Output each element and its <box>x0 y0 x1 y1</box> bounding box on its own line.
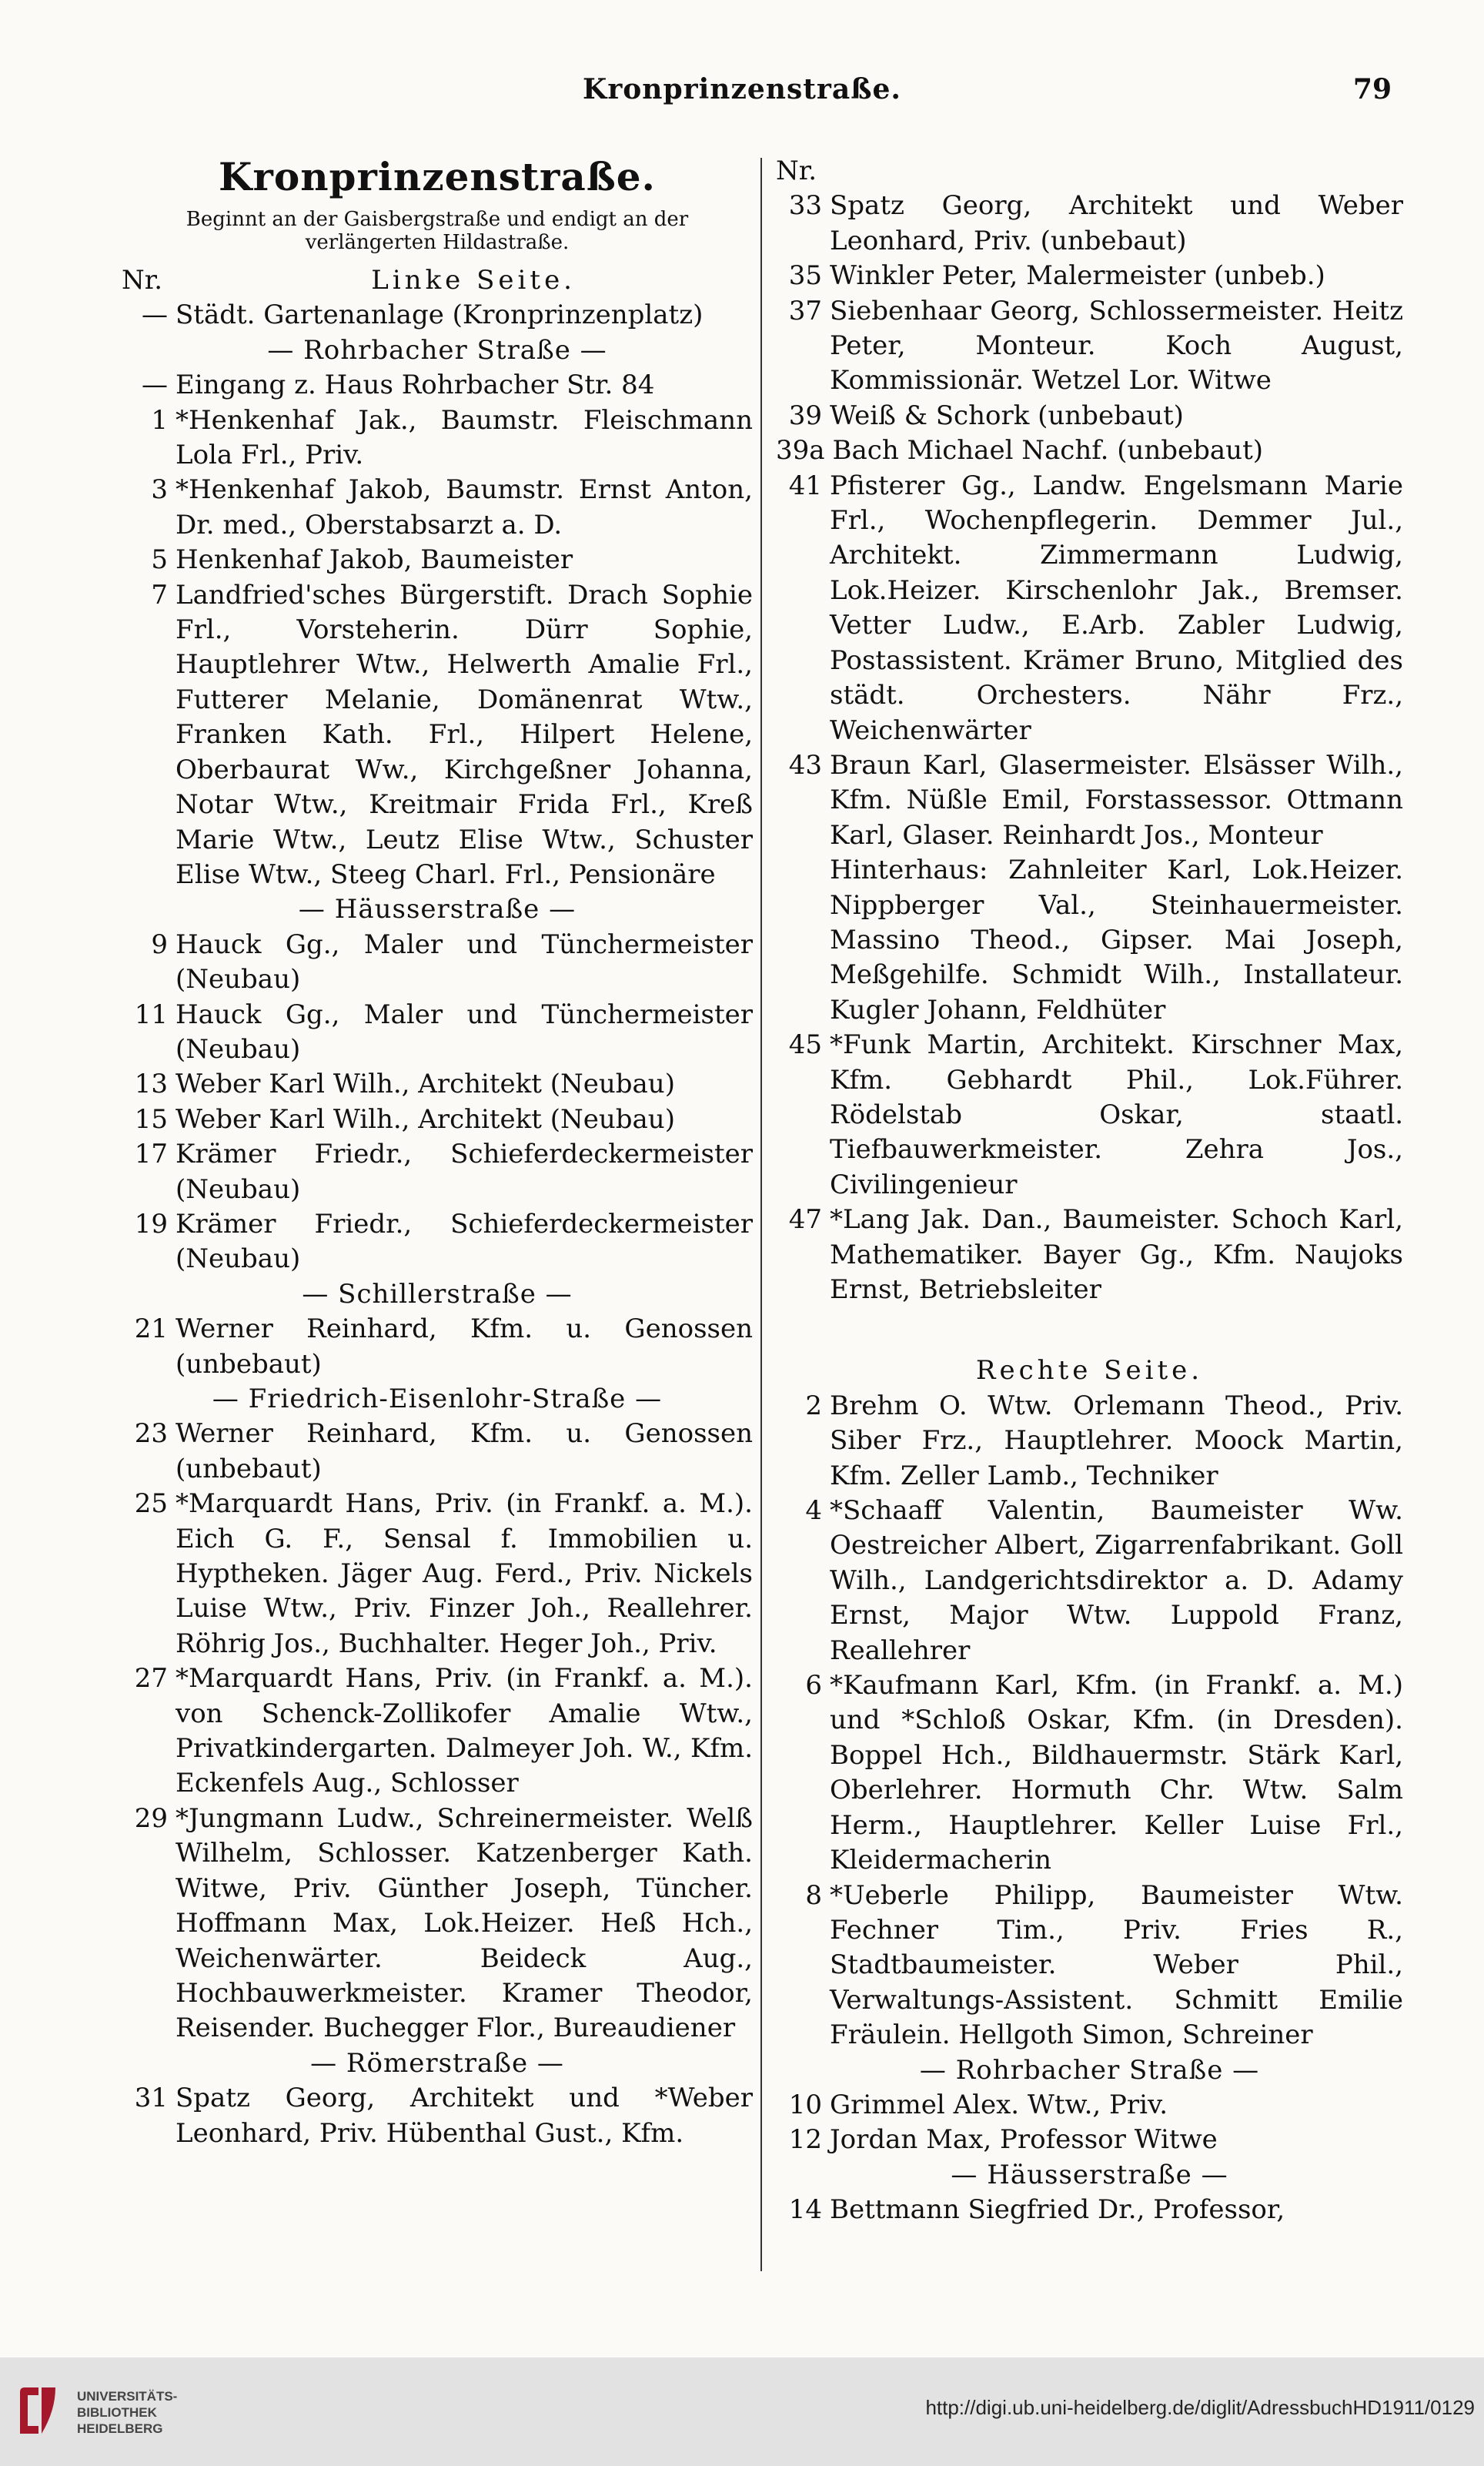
address-entry <box>776 1028 1403 1203</box>
side-label-left: Linke Seite. <box>371 265 576 296</box>
house-number: 29 <box>134 1802 168 1834</box>
residents-text: Siebenhaar Georg, Schlossermeister. Heitz Peter, Monteur. Koch August, Kommissionär. Wetzel Lor. Witwe <box>830 295 1403 397</box>
residents-text: *Ueberle Philipp, Baumeister Wtw. Fechner Tim., Priv. Fries R., Stadtbaumeister. Weber Phil., Verwaltungs-Assistent. Schmitt Emilie Fräulein. Hellgoth Simon, Schreiner <box>830 1879 1403 2051</box>
address-entry <box>122 1137 753 1207</box>
address-entry <box>122 1312 753 1382</box>
house-number: 21 <box>134 1313 168 1345</box>
residents-text: Krämer Friedr., Schieferdeckermeister (Neubau) <box>175 1139 753 1205</box>
house-number: — <box>142 370 168 401</box>
address-entry <box>122 998 753 1068</box>
address-entry <box>776 853 1403 1028</box>
address-entry <box>776 1389 1403 1494</box>
address-entry <box>776 259 1403 293</box>
address-entry <box>776 748 1403 853</box>
house-number: — <box>142 299 168 331</box>
house-number: 39a <box>776 435 825 467</box>
residents-text: *Funk Martin, Architekt. Kirschner Max, Kfm. Gebhardt Phil., Lok.Führer. Rödelstab Oskar, staatl. Tiefbauwerkmeister. Zehra Jos., Civilingenieur <box>830 1029 1403 1200</box>
address-entry <box>776 294 1403 399</box>
left-entries <box>122 298 753 2151</box>
address-entry <box>776 1494 1403 1668</box>
house-number: 39 <box>788 400 822 431</box>
address-entry <box>122 2081 753 2151</box>
house-number: 43 <box>788 749 822 781</box>
residents-text: Hauck Gg., Maler und Tünchermeister (Neubau) <box>175 999 753 1065</box>
residents-text: Spatz Georg, Architekt und Weber Leonhard, Priv. (unbebaut) <box>830 190 1403 256</box>
address-entry <box>122 473 753 543</box>
house-number: 6 <box>805 1670 822 1701</box>
residents-text: Landfried'sches Bürgerstift. Drach Sophie Frl., Vorsteherin. Dürr Sophie, Hauptlehrer Wtw., Helwerth Amalie Frl., Futterer Melanie, Domänenrat Wtw., Franken Kath. Frl., Hilpert Helene, Oberbaurat Ww., Kirchgeßner Johanna, Notar Wtw., Kreitmair Frida Frl., Kreß Marie Wtw., Leutz Elise Wtw., Schuster Elise Wtw., Steeg Charl. Frl., Pensionäre <box>175 579 753 890</box>
residents-text: *Henkenhaf Jak., Baumstr. Fleischmann Lola Frl., Priv. <box>175 404 753 471</box>
library-name-line: BIBLIOTHEK <box>77 2405 157 2420</box>
address-entry <box>122 543 753 577</box>
house-number: 7 <box>151 579 168 611</box>
residents-text: Bettmann Siegfried Dr., Professor, <box>830 2194 1285 2226</box>
house-number: 33 <box>788 190 822 222</box>
library-name-line: UNIVERSITÄTS- <box>77 2389 178 2404</box>
address-entry <box>122 1417 753 1487</box>
residents-text: Weber Karl Wilh., Architekt (Neubau) <box>175 1069 675 1100</box>
address-entry <box>776 2088 1403 2123</box>
address-entry <box>122 368 753 403</box>
house-number: 15 <box>134 1103 168 1135</box>
house-number: 3 <box>151 474 168 506</box>
residents-text: Pfisterer Gg., Landw. Engelsmann Marie Frl., Wochenpflegerin. Demmer Jul., Architekt. Zimmermann Ludwig, Lok.Heizer. Kirschenlohr Jak., Bremser. Vetter Ludw., E.Arb. Zabler Ludwig, Postassistent. Krämer Bruno, Mitglied des städt. Orchesters. Nähr Frz., Weichenwärter <box>830 470 1403 746</box>
running-header <box>0 73 1484 116</box>
page-number: 79 <box>1352 73 1392 105</box>
house-number: 11 <box>134 999 168 1030</box>
residents-text: Weiß & Schork (unbebaut) <box>830 400 1184 431</box>
residents-text: Hinterhaus: Zahnleiter Karl, Lok.Heizer. Nippberger Val., Steinhauermeister. Massino Theod., Gipser. Mai Joseph, Meßgehilfe. Schmidt Wilh., Installateur. Kugler Johann, Feldhüter <box>830 855 1403 1026</box>
address-entry <box>122 403 753 473</box>
street-description: Beginnt an der Gaisbergstraße und endigt an der verlängerten Hildastraße. <box>186 208 689 254</box>
house-number: 41 <box>788 470 822 501</box>
house-number <box>776 853 830 1028</box>
cross-street: — Schillerstraße — <box>302 1278 573 1310</box>
right-entries <box>776 189 1403 2227</box>
residents-text: Brehm O. Wtw. Orlemann Theod., Priv. Siber Frz., Hauptlehrer. Moock Martin, Kfm. Zeller Lamb., Techniker <box>830 1390 1403 1491</box>
residents-text: Winkler Peter, Malermeister (unbeb.) <box>830 260 1325 292</box>
house-number: 14 <box>788 2194 822 2226</box>
residents-text: *Marquardt Hans, Priv. (in Frankf. a. M.). Eich G. F., Sensal f. Immobilien u. Hyptheken. Jäger Aug. Ferd., Priv. Nickels Luise Wtw., Priv. Finzer Joh., Reallehrer. Röhrig Jos., Buchhalter. Heger Joh., Priv. <box>175 1488 753 1659</box>
source-url[interactable]: http://digi.ub.uni-heidelberg.de/diglit/AdressbuchHD1911/0129 <box>925 2396 1475 2419</box>
house-number: 23 <box>134 1418 168 1450</box>
residents-text: Henkenhaf Jakob, Baumeister <box>175 544 573 576</box>
left-column <box>122 154 753 2151</box>
residents-text: Braun Karl, Glasermeister. Elsässer Wilh., Kfm. Nüßle Emil, Forstassessor. Ottmann Karl, Glaser. Reinhardt Jos., Monteur <box>830 749 1403 851</box>
residents-text: Jordan Max, Professor Witwe <box>830 2124 1218 2156</box>
address-entry <box>776 469 1403 748</box>
section-gap <box>776 1307 1403 1353</box>
house-number: 45 <box>788 1029 822 1061</box>
house-number: 8 <box>805 1879 822 1911</box>
library-name <box>77 2388 177 2437</box>
address-entry <box>122 578 753 893</box>
right-column <box>776 154 1403 2228</box>
library-logo-icon <box>15 2384 60 2438</box>
residents-text: Bach Michael Nachf. (unbebaut) <box>832 435 1264 467</box>
house-number: 35 <box>788 260 822 292</box>
residents-text: *Henkenhaf Jakob, Baumstr. Ernst Anton, Dr. med., Oberstabsarzt a. D. <box>175 474 753 540</box>
house-number: 5 <box>151 544 168 576</box>
house-number: 17 <box>134 1139 168 1170</box>
residents-text: Weber Karl Wilh., Architekt (Neubau) <box>175 1103 675 1135</box>
address-entry <box>776 2193 1403 2227</box>
address-entry <box>776 433 1403 468</box>
street-title: Kronprinzenstraße. <box>219 154 656 199</box>
address-entry <box>122 928 753 998</box>
residents-text: Hauck Gg., Maler und Tünchermeister (Neubau) <box>175 929 753 995</box>
house-number: 2 <box>805 1390 822 1421</box>
house-number: 37 <box>788 295 822 326</box>
residents-text: *Lang Jak. Dan., Baumeister. Schoch Karl, Mathematiker. Bayer Gg., Kfm. Naujoks Ernst, Betriebsleiter <box>830 1204 1403 1305</box>
address-entry <box>122 1661 753 1802</box>
house-number: 1 <box>151 404 168 436</box>
house-number: 13 <box>134 1069 168 1100</box>
house-number: 4 <box>805 1495 822 1527</box>
residents-text: Krämer Friedr., Schieferdeckermeister (Neubau) <box>175 1208 753 1275</box>
house-number: 12 <box>788 2124 822 2156</box>
address-entry <box>776 1668 1403 1878</box>
house-number: 47 <box>788 1204 822 1236</box>
residents-text: Grimmel Alex. Wtw., Priv. <box>830 2089 1168 2120</box>
house-number: 27 <box>134 1663 168 1695</box>
residents-text: *Marquardt Hans, Priv. (in Frankf. a. M.). von Schenck-Zollikofer Amalie Wtw., Privatkindergarten. Dalmeyer Joh. W., Kfm. Eckenfels Aug., Schlosser <box>175 1663 753 1799</box>
house-number: 31 <box>134 2083 168 2114</box>
address-entry <box>122 298 753 333</box>
address-entry <box>776 189 1403 259</box>
address-entry <box>776 1203 1403 1307</box>
cross-street: — Rohrbacher Straße — <box>267 334 607 366</box>
running-title: Kronprinzenstraße. <box>583 73 901 105</box>
address-entry <box>122 1067 753 1102</box>
nr-label: Nr. <box>776 156 817 186</box>
residents-text: Werner Reinhard, Kfm. u. Genossen (unbebaut) <box>175 1418 753 1484</box>
house-number: 19 <box>134 1208 168 1240</box>
address-entry <box>122 1207 753 1277</box>
residents-text: Werner Reinhard, Kfm. u. Genossen (unbebaut) <box>175 1313 753 1380</box>
address-entry <box>776 399 1403 433</box>
side-label-right: Rechte Seite. <box>975 1355 1204 1387</box>
cross-street: — Römerstraße — <box>310 2047 564 2079</box>
cross-street: — Rohrbacher Straße — <box>919 2054 1260 2086</box>
address-entry <box>776 1879 1403 2053</box>
cross-street: — Häusserstraße — <box>298 894 577 925</box>
column-divider <box>760 158 762 2271</box>
residents-text: *Schaaff Valentin, Baumeister Ww. Oestreicher Albert, Zigarrenfabrikant. Goll Wilh., Landgerichtsdirektor a. D. Adamy Ernst, Major Wtw. Luppold Franz, Reallehrer <box>830 1495 1403 1666</box>
address-entry <box>122 1802 753 2046</box>
nr-label: Nr. <box>122 265 163 296</box>
residents-text: Städt. Gartenanlage (Kronprinzenplatz) <box>175 299 704 331</box>
footer-bar <box>0 2357 1484 2466</box>
cross-street: — Häusserstraße — <box>951 2159 1228 2190</box>
left-column-header <box>122 263 753 298</box>
address-entry <box>122 1487 753 1661</box>
house-number: 10 <box>788 2089 822 2120</box>
address-entry <box>122 1103 753 1137</box>
residents-text: Spatz Georg, Architekt und *Weber Leonhard, Priv. Hübenthal Gust., Kfm. <box>175 2083 753 2149</box>
library-name-line: HEIDELBERG <box>77 2421 163 2436</box>
house-number: 25 <box>134 1488 168 1520</box>
address-entry <box>776 2123 1403 2157</box>
cross-street: — Friedrich-Eisenlohr-Straße — <box>212 1384 663 1414</box>
house-number: 9 <box>151 929 168 960</box>
residents-text: *Jungmann Ludw., Schreinermeister. Welß Wilhelm, Schlosser. Katzenberger Kath. Witwe, Priv. Günther Joseph, Tüncher. Hoffmann Max, Lok.Heizer. Heß Hch., Weichenwärter. Beideck Aug., Hochbauwerkmeister. Kramer Theodor, Reisender. Buchegger Flor., Bureaudiener <box>175 1802 753 2044</box>
residents-text: Eingang z. Haus Rohrbacher Str. 84 <box>175 370 655 401</box>
residents-text: *Kaufmann Karl, Kfm. (in Frankf. a. M.) und *Schloß Oskar, Kfm. (in Dresden). Boppel Hch., Bildhauermstr. Stärk Karl, Oberlehrer. Hormuth Chr. Wtw. Salm Herm., Hauptlehrer. Keller Luise Frl., Kleidermacherin <box>830 1670 1403 1876</box>
